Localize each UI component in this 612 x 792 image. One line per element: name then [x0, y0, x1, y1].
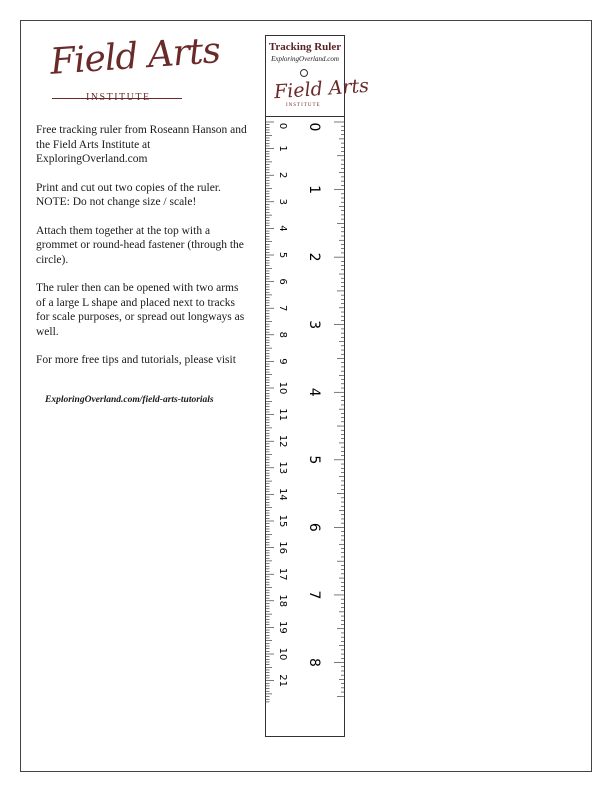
- inch-label: 7: [306, 590, 322, 600]
- inch-label: 3: [306, 320, 322, 330]
- instruction-paragraph: For more free tips and tutorials, please visit: [36, 354, 236, 366]
- inch-label: 1: [306, 185, 322, 195]
- ruler-logo-title: Field Arts: [273, 74, 370, 104]
- cm-label: 9: [277, 358, 288, 365]
- instruction-paragraph: Free tracking ruler from Roseann Hanson and the Field Arts Institute at ExploringOverland.com: [36, 124, 247, 165]
- inch-label: 4: [306, 387, 322, 397]
- cm-label: 1: [277, 145, 288, 152]
- cm-label: 0: [277, 122, 288, 130]
- ruler-scale: [266, 116, 344, 736]
- cm-label: 10: [277, 381, 288, 395]
- cm-label: 18: [277, 594, 288, 608]
- cm-label: 16: [277, 541, 288, 554]
- fastener-hole: [300, 69, 308, 77]
- logo-subtitle: INSTITUTE: [86, 92, 151, 103]
- cm-label: 11: [277, 408, 288, 421]
- inch-label: 2: [306, 252, 322, 262]
- ruler-logo-subtitle: INSTITUTE: [286, 103, 321, 108]
- cm-label: 15: [277, 514, 288, 528]
- cm-label: 4: [277, 225, 288, 232]
- cm-label: 13: [277, 461, 288, 475]
- inch-label: 6: [306, 522, 322, 532]
- instruction-paragraph: Print and cut out two copies of the ruler. NOTE: Do not change size / scale!: [36, 181, 221, 208]
- cm-label: 12: [277, 434, 288, 448]
- cm-label: 6: [277, 278, 288, 285]
- instruction-paragraph: The ruler then can be opened with two arms of a large L shape and placed next to tracks for scale purposes, or spread out longways as well.: [36, 282, 245, 338]
- cm-label: 19: [276, 621, 288, 634]
- cm-label: 10: [277, 647, 288, 661]
- cm-label: 8: [277, 331, 288, 338]
- field-arts-logo: [42, 30, 222, 112]
- ruler-title: Tracking Ruler: [268, 41, 342, 53]
- inch-label: 5: [306, 455, 322, 465]
- tutorial-link[interactable]: ExploringOverland.com/field-arts-tutorials: [45, 395, 214, 405]
- cm-label: 14: [277, 488, 288, 501]
- ruler-site: ExploringOverland.com: [271, 55, 339, 63]
- cm-label: 3: [277, 198, 288, 205]
- inch-label: 8: [306, 658, 322, 667]
- ruler-header: [266, 36, 370, 117]
- instructions: [36, 123, 248, 382]
- cm-label: 21: [277, 674, 288, 687]
- cm-label: 17: [277, 567, 288, 581]
- cm-label: 5: [277, 251, 288, 259]
- cm-label: 7: [277, 305, 288, 312]
- tracking-ruler: [265, 35, 370, 737]
- instruction-paragraph: Attach them together at the top with a grommet or round-head fastener (through the circle).: [36, 224, 244, 266]
- inch-label: 0: [306, 122, 322, 132]
- cm-label: 2: [277, 172, 288, 179]
- logo-title: Field Arts: [48, 30, 222, 83]
